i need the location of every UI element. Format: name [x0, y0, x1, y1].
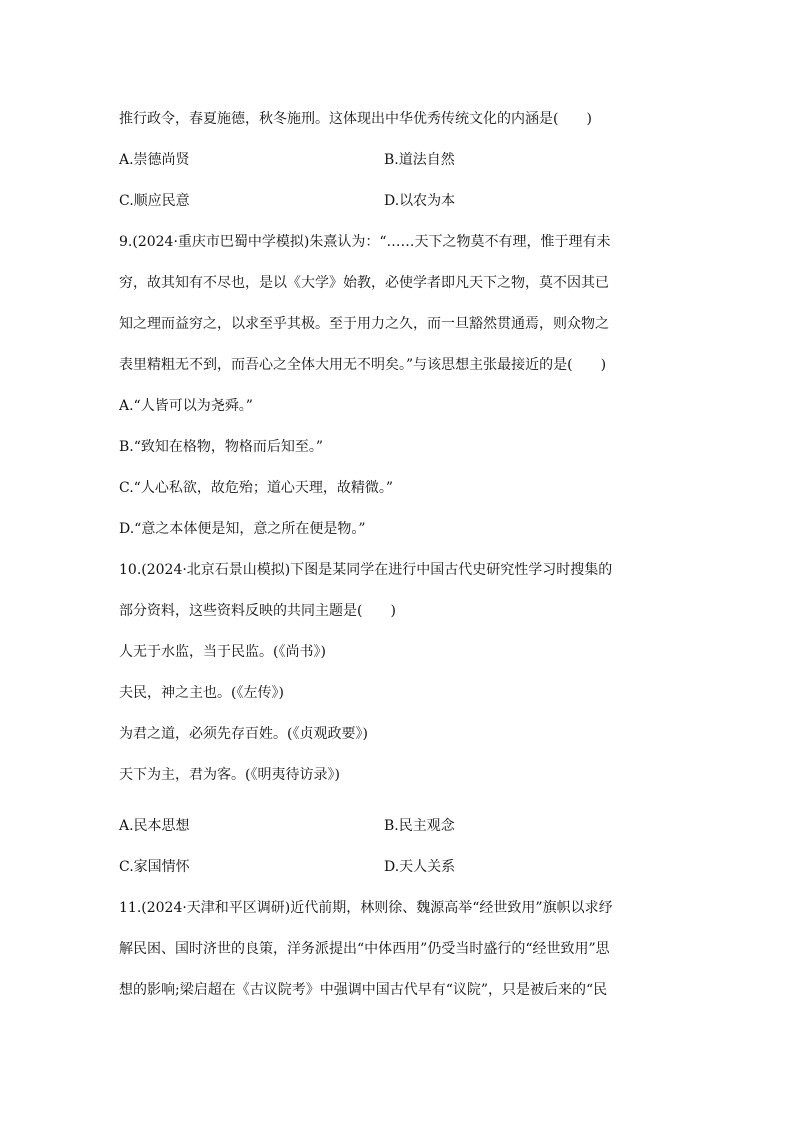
- q10-stem-line-2: 部分资料，这些资料反映的共同主题是( ): [119, 603, 396, 619]
- q9-option-b: B.“致知在格物，物格而后知至。”: [119, 439, 324, 455]
- q9-stem-line-4: 表里精粗无不到，而吾心之全体大用无不明矣。”与该思想主张最接近的是( ): [119, 357, 607, 373]
- q9-option-c: C.“人心私欲，故危殆；道心天理，故精微。”: [119, 480, 393, 496]
- q8-option-d: D.以农为本: [384, 193, 456, 209]
- q10-material-3: 为君之道，必须先存百姓。(《贞观政要》): [119, 726, 368, 742]
- q8-option-b: B.道法自然: [384, 152, 455, 168]
- q9-stem-line-3: 知之理而益穷之，以求至乎其极。至于用力之久，而一旦豁然贯通焉，则众物之: [119, 316, 609, 332]
- q8-option-a: A.崇德尚贤: [119, 152, 190, 168]
- q11-stem-line-1: 11.(2024·天津和平区调研)近代前期，林则徐、魏源高举“经世致用”旗帜以求纾: [119, 900, 613, 916]
- q10-material-1: 人无于水监，当于民监。(《尚书》): [119, 644, 326, 660]
- q10-material-4: 天下为主，君为客。(《明夷待访录》): [119, 767, 340, 783]
- q10-option-b: B.民主观念: [384, 818, 455, 834]
- q10-option-a: A.民本思想: [119, 818, 190, 834]
- q10-stem-line-1: 10.(2024·北京石景山模拟)下图是某同学在进行中国古代史研究性学习时搜集的: [119, 562, 613, 578]
- q10-option-c: C.家国情怀: [119, 859, 190, 875]
- q8-stem-end: 推行政令，春夏施德，秋冬施刑。这体现出中华优秀传统文化的内涵是( ): [119, 111, 592, 127]
- q10-option-d: D.天人关系: [384, 859, 456, 875]
- q8-option-c: C.顺应民意: [119, 193, 190, 209]
- q11-stem-line-2: 解民困、国时济世的良策，洋务派提出“中体西用”仍受当时盛行的“经世致用”思: [119, 941, 610, 957]
- q10-material-2: 夫民，神之主也。(《左传》): [119, 685, 284, 701]
- q9-stem-line-2: 穷，故其知有不尽也，是以《大学》始教，必使学者即凡天下之物，莫不因其已: [119, 275, 609, 291]
- q9-option-a: A.“人皆可以为尧舜。”: [119, 398, 253, 414]
- q9-stem-line-1: 9.(2024·重庆市巴蜀中学模拟)朱熹认为：“……天下之物莫不有理，惟于理有未: [119, 234, 611, 250]
- q11-stem-line-3: 想的影响;梁启超在《古议院考》中强调中国古代早有“议院”，只是被后来的“民: [119, 982, 608, 998]
- q9-option-d: D.“意之本体便是知，意之所在便是物。”: [119, 521, 366, 537]
